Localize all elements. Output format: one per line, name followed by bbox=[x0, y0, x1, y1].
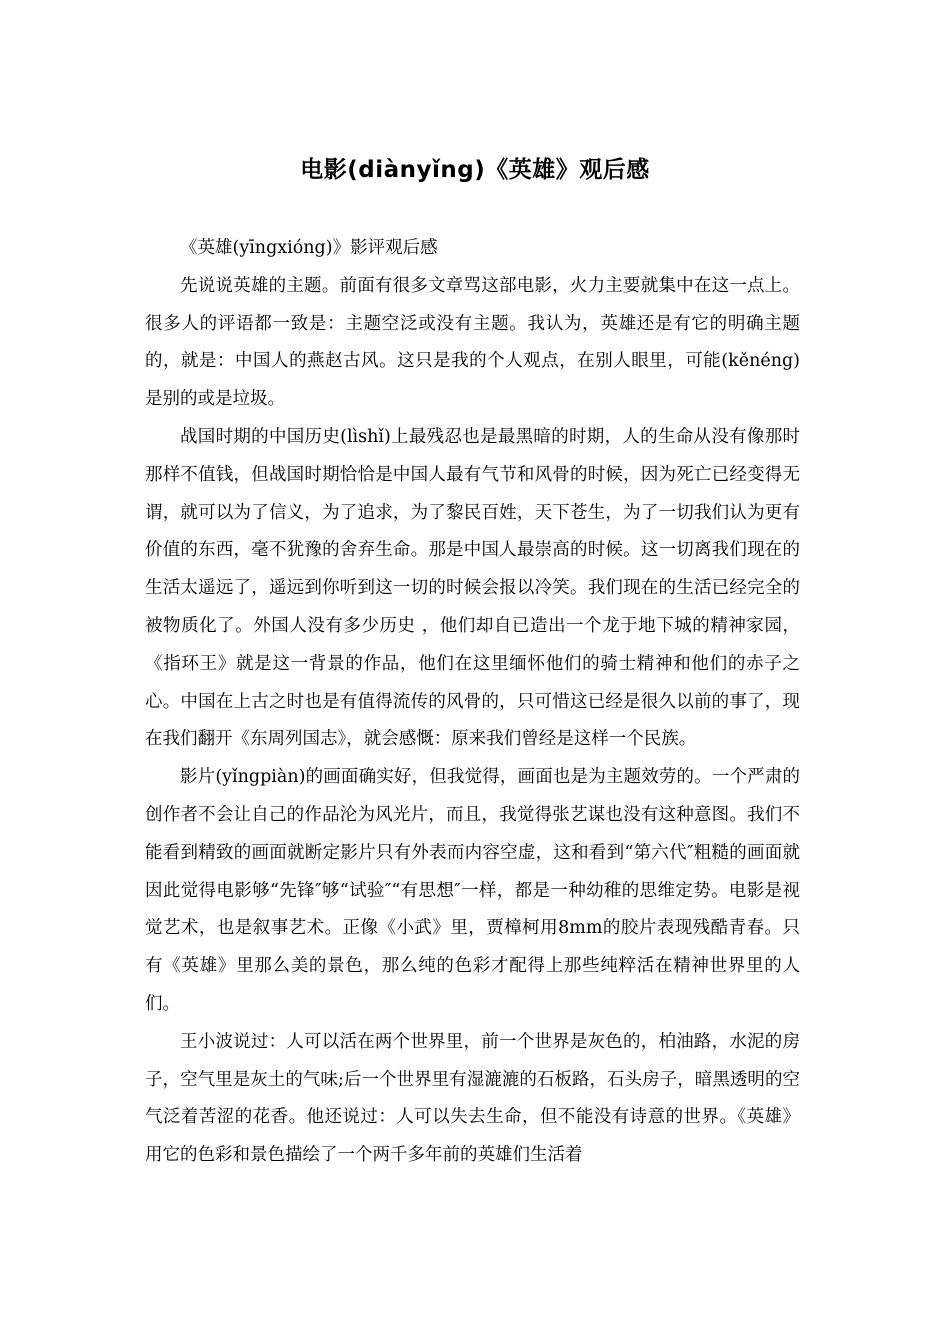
paragraph-1: 先说说英雄的主题。前面有很多文章骂这部电影，火力主要就集中在这一点上。很多人的评语都一致是：主题空泛或没有主题。我认为，英雄还是有它的明确主题的，就是：中国人的燕赵古风。这只是我的个人观点，在别人眼里，可能(kěnéng)是别的或是垃圾。 bbox=[145, 275, 800, 410]
document-body bbox=[145, 230, 800, 1175]
document-subtitle: 《英雄(yīngxióng)》影评观后感 bbox=[180, 238, 438, 258]
document-title: 电影(diànyǐng)《英雄》观后感 bbox=[300, 157, 650, 183]
paragraph-2: 战国时期的中国历史(lìshǐ)上最残忍也是最黑暗的时期，人的生命从没有像那时那样不值钱，但战国时期恰恰是中国人最有气节和风骨的时候，因为死亡已经变得无谓，就可以为了信义，为了追求，为了黎民百姓，天下苍生，为了一切我们认为更有价值的东西，毫不犹豫的舍弃生命。那是中国人最崇高的时候。这一切离我们现在的生活太遥远了，遥远到你听到这一切的时候会报以冷笑。我们现在的生活已经完全的被物质化了。外国人没有多少历史 ，他们却自已造出一个龙于地下城的精神家园，《指环王》就是这一背景的作品，他们在这里缅怀他们的骑士精神和他们的赤子之心。中国在上古之时也是有值得流传的风骨的，只可惜这已经是很久以前的事了，现在我们翻开《东周列国志》，就会感慨：原来我们曾经是这样一个民族。 bbox=[145, 426, 800, 750]
paragraph-4: 王小波说过：人可以活在两个世界里，前一个世界是灰色的，柏油路，水泥的房子，空气里是灰土的气味;后一个世界里有湿漉漉的石板路，石头房子，暗黑透明的空气泛着苦涩的花香。他还说过：人可以失去生命，但不能没有诗意的世界。《英雄》用它的色彩和景色描绘了一个两千多年前的英雄们生活着 bbox=[145, 1031, 800, 1166]
paragraph-3: 影片(yǐngpiàn)的画面确实好，但我觉得，画面也是为主题效劳的。一个严肃的创作者不会让自己的作品沦为风光片，而且，我觉得张艺谋也没有这种意图。我们不能看到精致的画面就断定影片只有外表而内容空虚，这和看到“第六代″粗糙的画面就因此觉得电影够“先锋″够“试验″“有思想″一样，都是一种幼稚的思维定势。电影是视觉艺术，也是叙事艺术。正像《小武》里，贾樟柯用8mm的胶片表现残酷青春。只有《英雄》里那么美的景色，那么纯的色彩才配得上那些纯粹活在精神世界里的人们。 bbox=[145, 767, 800, 1014]
